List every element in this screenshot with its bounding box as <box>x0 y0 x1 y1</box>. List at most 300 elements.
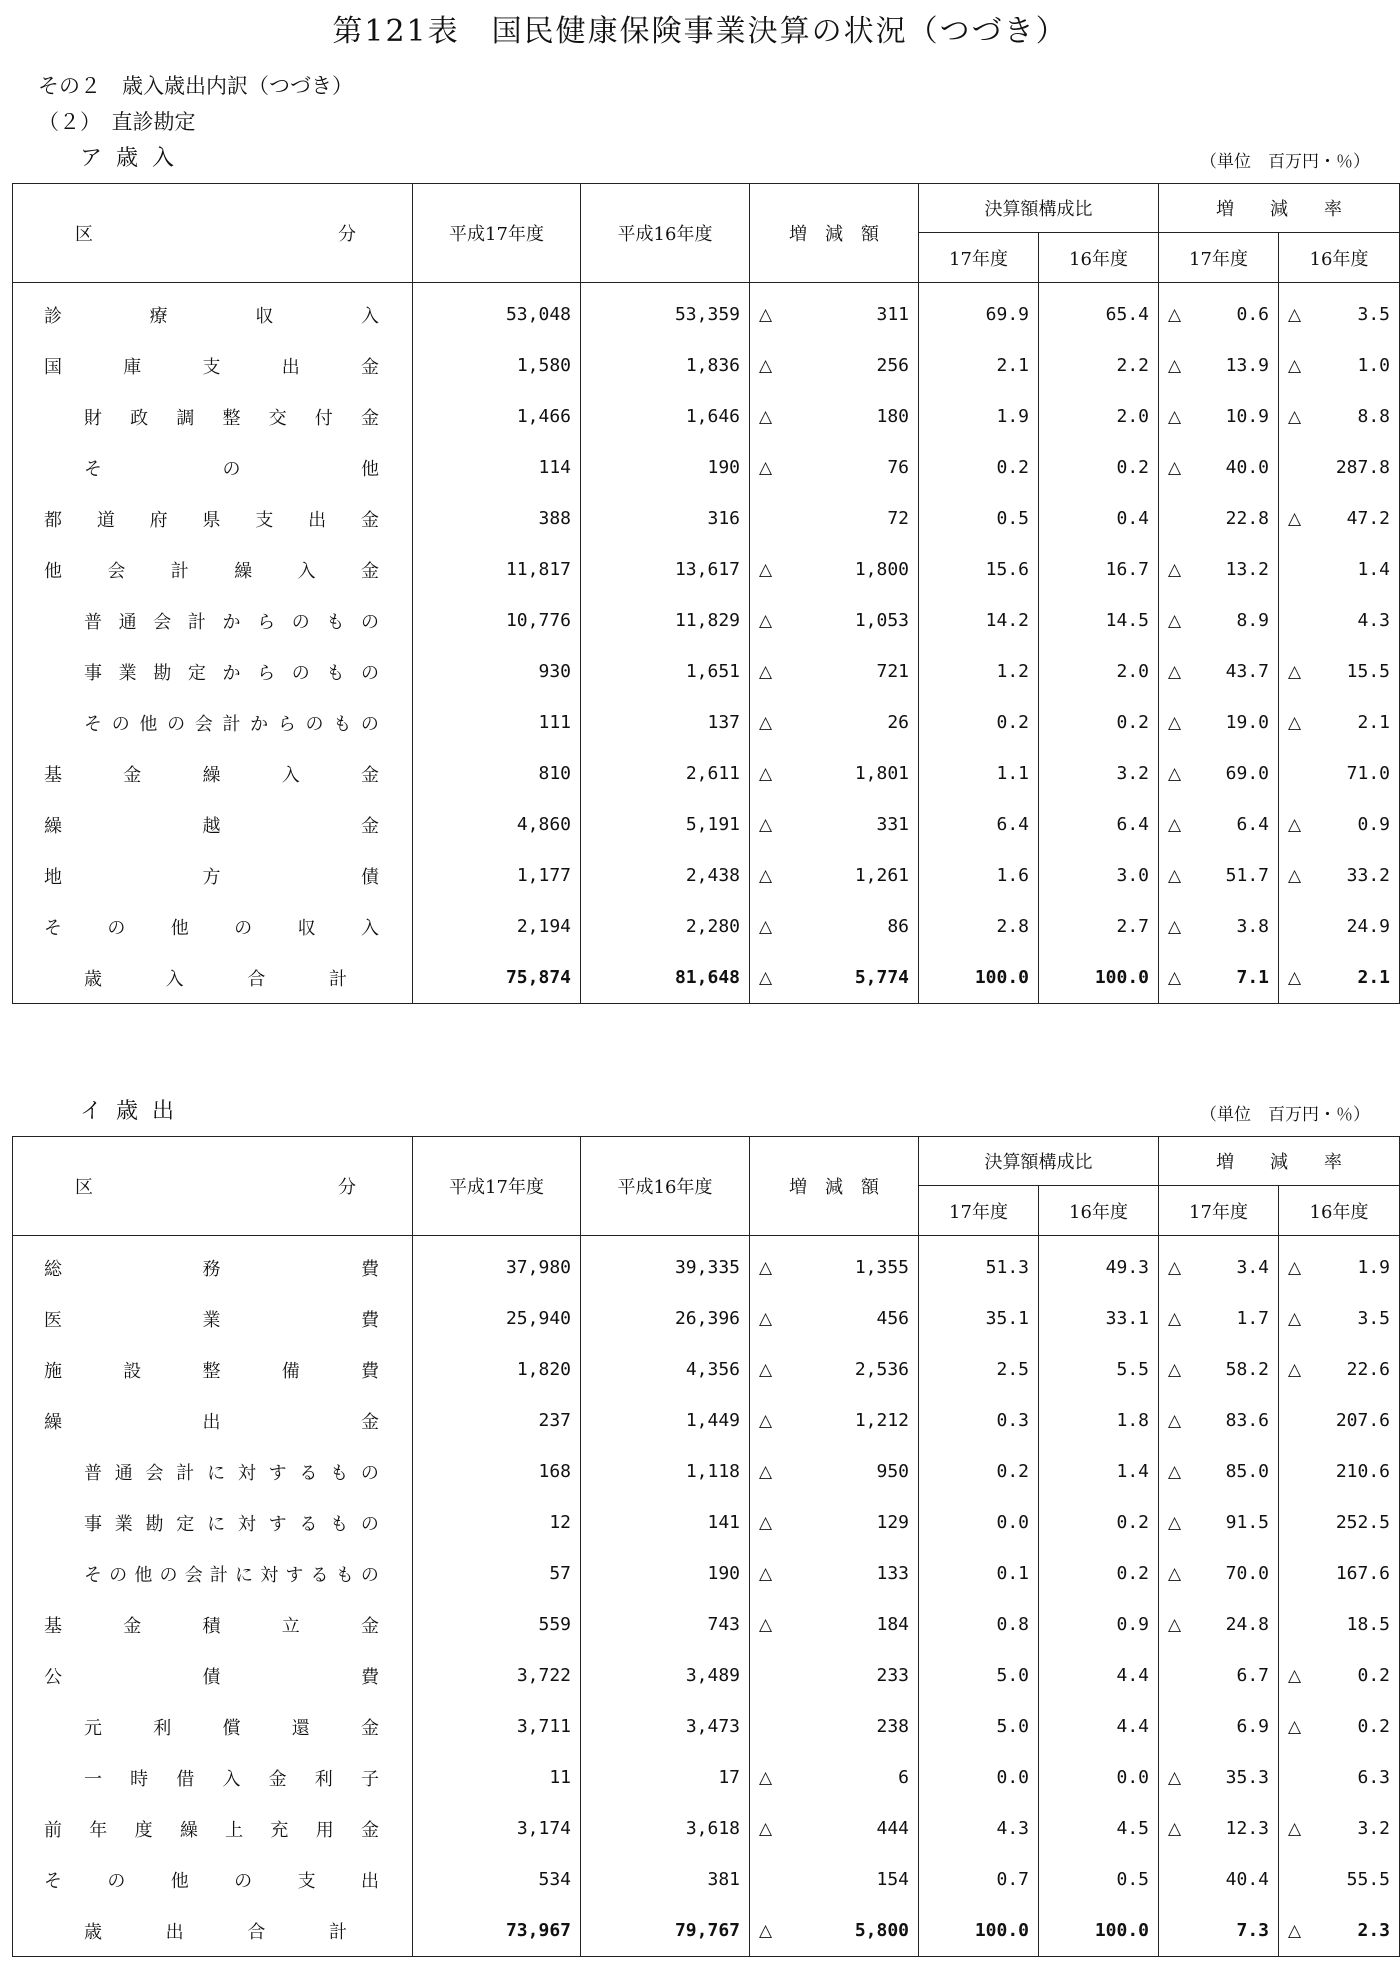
cell-h17: 168 <box>413 1446 581 1497</box>
cell-ratio-16: 49.3 <box>1039 1236 1159 1294</box>
row-label-char: 金 <box>360 407 379 429</box>
header-category-char: 区 <box>75 224 93 245</box>
header-ratio-y17: 17年度 <box>919 233 1039 283</box>
cell-diff <box>750 283 919 341</box>
cell-ratio-16: 4.4 <box>1039 1650 1159 1701</box>
cell-rate-17 <box>1159 1497 1279 1548</box>
row-label-char: 還 <box>291 1717 310 1739</box>
decrease-triangle-icon: △ <box>1168 1308 1182 1329</box>
row-label-char: す <box>268 1462 287 1484</box>
row-label-char: の <box>360 1462 379 1484</box>
decrease-triangle-icon: △ <box>759 661 773 682</box>
decrease-triangle-icon: △ <box>759 559 773 580</box>
row-label <box>13 442 413 493</box>
cell-rate-17-value: 40.0 <box>1225 457 1269 478</box>
table-row <box>13 1752 1400 1803</box>
cell-diff <box>750 1293 919 1344</box>
cell-ratio-16: 0.2 <box>1039 1497 1159 1548</box>
decrease-triangle-icon: △ <box>759 1614 773 1635</box>
cell-h16: 13,617 <box>581 544 750 595</box>
row-label-char: 業 <box>118 662 137 684</box>
row-label-char: の <box>109 1564 128 1586</box>
cell-ratio-16: 0.2 <box>1039 697 1159 748</box>
cell-diff-value: 1,212 <box>854 1410 909 1431</box>
row-label-char: 他 <box>361 458 379 480</box>
cell-diff-value: 1,053 <box>854 610 909 631</box>
cell-rate-16 <box>1279 1905 1400 1957</box>
cell-ratio-16: 1.4 <box>1039 1446 1159 1497</box>
row-label-char: も <box>326 611 345 633</box>
row-label-char: の <box>107 1870 126 1892</box>
row-label-char: 対 <box>260 1564 279 1586</box>
row-label <box>13 952 413 1004</box>
row-label <box>13 1446 413 1497</box>
decrease-triangle-icon: △ <box>1168 355 1182 376</box>
row-label-char: 業 <box>202 1309 221 1331</box>
table-row <box>13 544 1400 595</box>
cell-diff-value: 444 <box>876 1818 909 1839</box>
cell-h17: 534 <box>413 1854 581 1905</box>
cell-rate-17-value: 0.6 <box>1236 304 1269 325</box>
cell-h17: 11 <box>413 1752 581 1803</box>
row-label-char: 出 <box>281 356 300 378</box>
row-label <box>13 1854 413 1905</box>
cell-rate-16 <box>1279 1395 1400 1446</box>
row-label-char: 繰 <box>234 560 253 582</box>
decrease-triangle-icon: △ <box>1168 1818 1182 1839</box>
cell-ratio-16: 0.9 <box>1039 1599 1159 1650</box>
row-label-char: 繰 <box>202 764 221 786</box>
cell-h17: 1,466 <box>413 391 581 442</box>
cell-rate-17-value: 3.8 <box>1236 916 1269 937</box>
row-label-char: 通 <box>114 1462 133 1484</box>
row-label-char: に <box>207 1513 226 1535</box>
cell-rate-16-value: 3.5 <box>1357 1308 1390 1329</box>
cell-ratio-17: 100.0 <box>919 952 1039 1004</box>
row-label-char: 金 <box>361 1615 379 1637</box>
row-label-char: 出 <box>165 1921 184 1943</box>
cell-h16: 190 <box>581 442 750 493</box>
row-label-char: 時 <box>130 1768 149 1790</box>
row-label-char: 会 <box>145 1462 164 1484</box>
cell-rate-17 <box>1159 901 1279 952</box>
row-label-char: 総 <box>44 1258 62 1280</box>
decrease-triangle-icon: △ <box>759 1308 773 1329</box>
cell-diff-value: 238 <box>876 1716 909 1737</box>
row-label-char: す <box>285 1564 304 1586</box>
cell-h17: 10,776 <box>413 595 581 646</box>
row-label-char: 歳 <box>84 968 102 990</box>
cell-h16: 3,489 <box>581 1650 750 1701</box>
cell-h17: 111 <box>413 697 581 748</box>
row-label <box>13 1497 413 1548</box>
table-row <box>13 748 1400 799</box>
header-rate: 増 減 率 <box>1159 1137 1400 1186</box>
cell-h17: 114 <box>413 442 581 493</box>
row-label-char: 他 <box>134 1564 153 1586</box>
row-label-char: 収 <box>297 917 316 939</box>
cell-diff <box>750 1395 919 1446</box>
decrease-triangle-icon: △ <box>759 1359 773 1380</box>
decrease-triangle-icon: △ <box>1288 508 1302 529</box>
cell-ratio-17: 100.0 <box>919 1905 1039 1957</box>
header-category-char: 区 <box>75 1177 93 1198</box>
row-label-char: 費 <box>361 1360 379 1382</box>
cell-rate-16-value: 167.6 <box>1335 1563 1390 1584</box>
table-row <box>13 1236 1400 1294</box>
row-label-char: 会 <box>107 560 126 582</box>
row-label <box>13 1293 413 1344</box>
row-label-char: 充 <box>270 1819 289 1841</box>
row-label-char: 計 <box>328 1921 347 1943</box>
cell-ratio-17: 1.9 <box>919 391 1039 442</box>
cell-rate-17 <box>1159 442 1279 493</box>
row-label-char: 他 <box>170 917 189 939</box>
cell-diff <box>750 1599 919 1650</box>
cell-rate-16-value: 0.9 <box>1357 814 1390 835</box>
row-label-char: 償 <box>222 1717 241 1739</box>
row-label <box>13 1752 413 1803</box>
row-label-char: 金 <box>361 1717 379 1739</box>
row-label-char: 入 <box>360 917 379 939</box>
cell-rate-17-value: 43.7 <box>1225 661 1269 682</box>
row-label-char: 備 <box>281 1360 300 1382</box>
cell-ratio-16: 5.5 <box>1039 1344 1159 1395</box>
cell-ratio-17: 5.0 <box>919 1701 1039 1752</box>
cell-rate-16 <box>1279 952 1400 1004</box>
cell-h16: 81,648 <box>581 952 750 1004</box>
cell-rate-17 <box>1159 799 1279 850</box>
cell-ratio-17: 69.9 <box>919 283 1039 341</box>
cell-ratio-16: 0.2 <box>1039 442 1159 493</box>
cell-diff <box>750 1701 919 1752</box>
row-label-char: 合 <box>247 1921 266 1943</box>
row-label-char: 療 <box>149 305 168 327</box>
row-label-char: 金 <box>361 764 379 786</box>
cell-h17: 4,860 <box>413 799 581 850</box>
cell-rate-17 <box>1159 1293 1279 1344</box>
row-label <box>13 340 413 391</box>
cell-rate-16 <box>1279 1293 1400 1344</box>
cell-h16: 1,118 <box>581 1446 750 1497</box>
decrease-triangle-icon: △ <box>759 457 773 478</box>
table-row <box>13 1701 1400 1752</box>
header-category <box>13 184 413 283</box>
row-label <box>13 646 413 697</box>
decrease-triangle-icon: △ <box>1168 457 1182 478</box>
cell-rate-16 <box>1279 442 1400 493</box>
cell-rate-16-value: 47.2 <box>1346 508 1390 529</box>
cell-diff <box>750 1548 919 1599</box>
cell-rate-16 <box>1279 1548 1400 1599</box>
cell-diff-value: 5,774 <box>854 967 909 988</box>
cell-ratio-16: 3.0 <box>1039 850 1159 901</box>
cell-rate-17 <box>1159 1650 1279 1701</box>
cell-h17: 1,580 <box>413 340 581 391</box>
table-row <box>13 1599 1400 1650</box>
cell-diff-value: 1,800 <box>854 559 909 580</box>
row-label-char: 会 <box>194 713 213 735</box>
header-ratio-y16: 16年度 <box>1039 1186 1159 1236</box>
row-label-char: 越 <box>202 815 221 837</box>
cell-rate-16-value: 210.6 <box>1335 1461 1390 1482</box>
row-label-char: 勘 <box>145 1513 164 1535</box>
row-label-char: 調 <box>176 407 195 429</box>
row-label-char: 他 <box>139 713 158 735</box>
header-rate-y16: 16年度 <box>1279 233 1400 283</box>
row-label-char: の <box>360 713 379 735</box>
row-label-char: 子 <box>360 1768 379 1790</box>
cell-rate-16-value: 24.9 <box>1346 916 1390 937</box>
row-label <box>13 1701 413 1752</box>
cell-diff <box>750 391 919 442</box>
cell-rate-16-value: 55.5 <box>1346 1869 1390 1890</box>
row-label-char: 元 <box>84 1717 102 1739</box>
row-label-char: の <box>111 713 130 735</box>
row-label-char: 計 <box>222 713 241 735</box>
row-label-char: 出 <box>202 1411 221 1433</box>
expenditure-unit-note: （単位 百万円・％） <box>1200 1105 1370 1125</box>
row-label-char: 施 <box>44 1360 62 1382</box>
row-label-char: 金 <box>360 509 379 531</box>
row-label-char: 借 <box>176 1768 195 1790</box>
cell-rate-17 <box>1159 1701 1279 1752</box>
row-label-char: 計 <box>176 1462 195 1484</box>
row-label-char: 繰 <box>44 815 62 837</box>
cell-ratio-17: 2.1 <box>919 340 1039 391</box>
row-label-char: 出 <box>360 1870 379 1892</box>
decrease-triangle-icon: △ <box>759 355 773 376</box>
header-h17: 平成17年度 <box>413 1137 581 1236</box>
row-label-char: の <box>291 662 310 684</box>
header-diff: 増 減 額 <box>750 184 919 283</box>
table-row <box>13 1293 1400 1344</box>
row-label-char: 繰 <box>179 1819 198 1841</box>
cell-rate-16-value: 33.2 <box>1346 865 1390 886</box>
cell-ratio-17: 2.5 <box>919 1344 1039 1395</box>
decrease-triangle-icon: △ <box>1168 712 1182 733</box>
cell-h17: 25,940 <box>413 1293 581 1344</box>
row-label-char: そ <box>44 917 62 939</box>
cell-diff-value: 256 <box>876 355 909 376</box>
row-label-char: 地 <box>44 866 62 888</box>
cell-h16: 3,473 <box>581 1701 750 1752</box>
header-h17: 平成17年度 <box>413 184 581 283</box>
row-label-char: も <box>330 1513 349 1535</box>
cell-ratio-16: 0.2 <box>1039 1548 1159 1599</box>
cell-diff <box>750 1854 919 1905</box>
row-label-char: 勘 <box>153 662 172 684</box>
header-rate-y17: 17年度 <box>1159 233 1279 283</box>
cell-rate-17-value: 35.3 <box>1225 1767 1269 1788</box>
row-label <box>13 595 413 646</box>
row-label-char: ら <box>257 611 276 633</box>
cell-diff-value: 180 <box>876 406 909 427</box>
decrease-triangle-icon: △ <box>1168 610 1182 631</box>
cell-ratio-17: 0.2 <box>919 442 1039 493</box>
cell-ratio-17: 0.3 <box>919 1395 1039 1446</box>
table-row <box>13 1548 1400 1599</box>
cell-ratio-17: 5.0 <box>919 1650 1039 1701</box>
row-label-char: の <box>291 611 310 633</box>
row-label-char: 普 <box>84 611 102 633</box>
cell-rate-17 <box>1159 340 1279 391</box>
row-label-char: 事 <box>84 662 102 684</box>
row-label <box>13 748 413 799</box>
header-category <box>13 1137 413 1236</box>
row-label-char: 費 <box>361 1258 379 1280</box>
cell-h17: 3,722 <box>413 1650 581 1701</box>
cell-rate-17-value: 6.7 <box>1236 1665 1269 1686</box>
cell-h16: 743 <box>581 1599 750 1650</box>
cell-ratio-16: 2.2 <box>1039 340 1159 391</box>
table-row <box>13 391 1400 442</box>
decrease-triangle-icon: △ <box>1168 406 1182 427</box>
cell-rate-16-value: 8.8 <box>1357 406 1390 427</box>
decrease-triangle-icon: △ <box>1168 1614 1182 1635</box>
row-label-char: る <box>310 1564 329 1586</box>
cell-rate-17 <box>1159 1548 1279 1599</box>
row-label-char: 債 <box>202 1666 221 1688</box>
decrease-triangle-icon: △ <box>759 1920 773 1941</box>
row-label-char: 整 <box>202 1360 221 1382</box>
row-label-char: 公 <box>44 1666 62 1688</box>
cell-h16: 39,335 <box>581 1236 750 1294</box>
row-label-char: 入 <box>281 764 300 786</box>
cell-diff-value: 721 <box>876 661 909 682</box>
cell-diff-value: 950 <box>876 1461 909 1482</box>
table-row <box>13 1854 1400 1905</box>
cell-diff-value: 456 <box>876 1308 909 1329</box>
cell-rate-17-value: 40.4 <box>1225 1869 1269 1890</box>
row-label <box>13 799 413 850</box>
cell-h17: 810 <box>413 748 581 799</box>
cell-h17: 1,177 <box>413 850 581 901</box>
row-label-char: 対 <box>237 1462 256 1484</box>
cell-ratio-16: 65.4 <box>1039 283 1159 341</box>
revenue-table <box>12 183 1400 1004</box>
cell-ratio-16: 3.2 <box>1039 748 1159 799</box>
table-row <box>13 850 1400 901</box>
decrease-triangle-icon: △ <box>1288 304 1302 325</box>
cell-rate-16 <box>1279 646 1400 697</box>
decrease-triangle-icon: △ <box>1288 661 1302 682</box>
decrease-triangle-icon: △ <box>759 406 773 427</box>
row-label-char: 金 <box>123 1615 142 1637</box>
row-label-char: 計 <box>170 560 189 582</box>
cell-h17: 930 <box>413 646 581 697</box>
header-diff: 増 減 額 <box>750 1137 919 1236</box>
cell-rate-17-value: 19.0 <box>1225 712 1269 733</box>
cell-h16: 5,191 <box>581 799 750 850</box>
cell-diff <box>750 493 919 544</box>
header-rate-y16: 16年度 <box>1279 1186 1400 1236</box>
cell-diff <box>750 952 919 1004</box>
cell-rate-16 <box>1279 1803 1400 1854</box>
row-label-char: の <box>222 458 241 480</box>
cell-rate-17-value: 83.6 <box>1225 1410 1269 1431</box>
row-label-char: 金 <box>268 1768 287 1790</box>
row-label-char: 県 <box>202 509 221 531</box>
cell-rate-16-value: 2.1 <box>1357 967 1390 988</box>
cell-diff <box>750 595 919 646</box>
cell-rate-17 <box>1159 391 1279 442</box>
cell-diff <box>750 442 919 493</box>
decrease-triangle-icon: △ <box>759 916 773 937</box>
cell-h16: 381 <box>581 1854 750 1905</box>
cell-h17: 3,711 <box>413 1701 581 1752</box>
row-label-char: そ <box>44 1870 62 1892</box>
cell-diff-value: 86 <box>887 916 909 937</box>
row-label-char: 費 <box>361 1309 379 1331</box>
row-label-char: の <box>360 1564 379 1586</box>
cell-ratio-17: 0.8 <box>919 1599 1039 1650</box>
table-row <box>13 1905 1400 1957</box>
cell-rate-16-value: 2.3 <box>1357 1920 1390 1941</box>
row-label-char: 金 <box>123 764 142 786</box>
cell-diff-value: 233 <box>876 1665 909 1686</box>
cell-rate-17-value: 85.0 <box>1225 1461 1269 1482</box>
cell-rate-16 <box>1279 1701 1400 1752</box>
cell-h16: 3,618 <box>581 1803 750 1854</box>
cell-ratio-16: 0.0 <box>1039 1752 1159 1803</box>
revenue-section-label: ア歳入 <box>80 146 189 171</box>
cell-diff-value: 133 <box>876 1563 909 1584</box>
cell-h16: 137 <box>581 697 750 748</box>
cell-ratio-17: 6.4 <box>919 799 1039 850</box>
cell-rate-16-value: 1.9 <box>1357 1257 1390 1278</box>
expenditure-table <box>12 1136 1400 1957</box>
decrease-triangle-icon: △ <box>759 865 773 886</box>
cell-h16: 2,280 <box>581 901 750 952</box>
decrease-triangle-icon: △ <box>1168 814 1182 835</box>
row-label <box>13 544 413 595</box>
cell-rate-16 <box>1279 1752 1400 1803</box>
cell-h17: 1,820 <box>413 1344 581 1395</box>
table-row <box>13 493 1400 544</box>
row-label-char: 庫 <box>123 356 142 378</box>
cell-ratio-17: 0.0 <box>919 1497 1039 1548</box>
cell-rate-16 <box>1279 1650 1400 1701</box>
cell-rate-16 <box>1279 748 1400 799</box>
row-label-char: 他 <box>170 1870 189 1892</box>
row-label-char: 度 <box>134 1819 153 1841</box>
cell-h16: 11,829 <box>581 595 750 646</box>
cell-h16: 26,396 <box>581 1293 750 1344</box>
cell-rate-17 <box>1159 952 1279 1004</box>
cell-rate-17 <box>1159 1236 1279 1294</box>
subtitle-section: その２ 歳入歳出内訳（つづき） <box>38 74 353 98</box>
cell-rate-17-value: 22.8 <box>1225 508 1269 529</box>
cell-h17: 37,980 <box>413 1236 581 1294</box>
decrease-triangle-icon: △ <box>1288 1716 1302 1737</box>
cell-rate-17-value: 7.1 <box>1236 967 1269 988</box>
cell-rate-17 <box>1159 1344 1279 1395</box>
decrease-triangle-icon: △ <box>759 1512 773 1533</box>
cell-ratio-17: 1.1 <box>919 748 1039 799</box>
row-label <box>13 1395 413 1446</box>
decrease-triangle-icon: △ <box>1288 1308 1302 1329</box>
cell-rate-17 <box>1159 1905 1279 1957</box>
row-label-char: ら <box>277 713 296 735</box>
cell-rate-16-value: 0.2 <box>1357 1716 1390 1737</box>
decrease-triangle-icon: △ <box>1288 814 1302 835</box>
cell-rate-17-value: 8.9 <box>1236 610 1269 631</box>
row-label-char: 計 <box>209 1564 228 1586</box>
decrease-triangle-icon: △ <box>1288 967 1302 988</box>
cell-ratio-16: 2.0 <box>1039 391 1159 442</box>
table-row <box>13 283 1400 341</box>
